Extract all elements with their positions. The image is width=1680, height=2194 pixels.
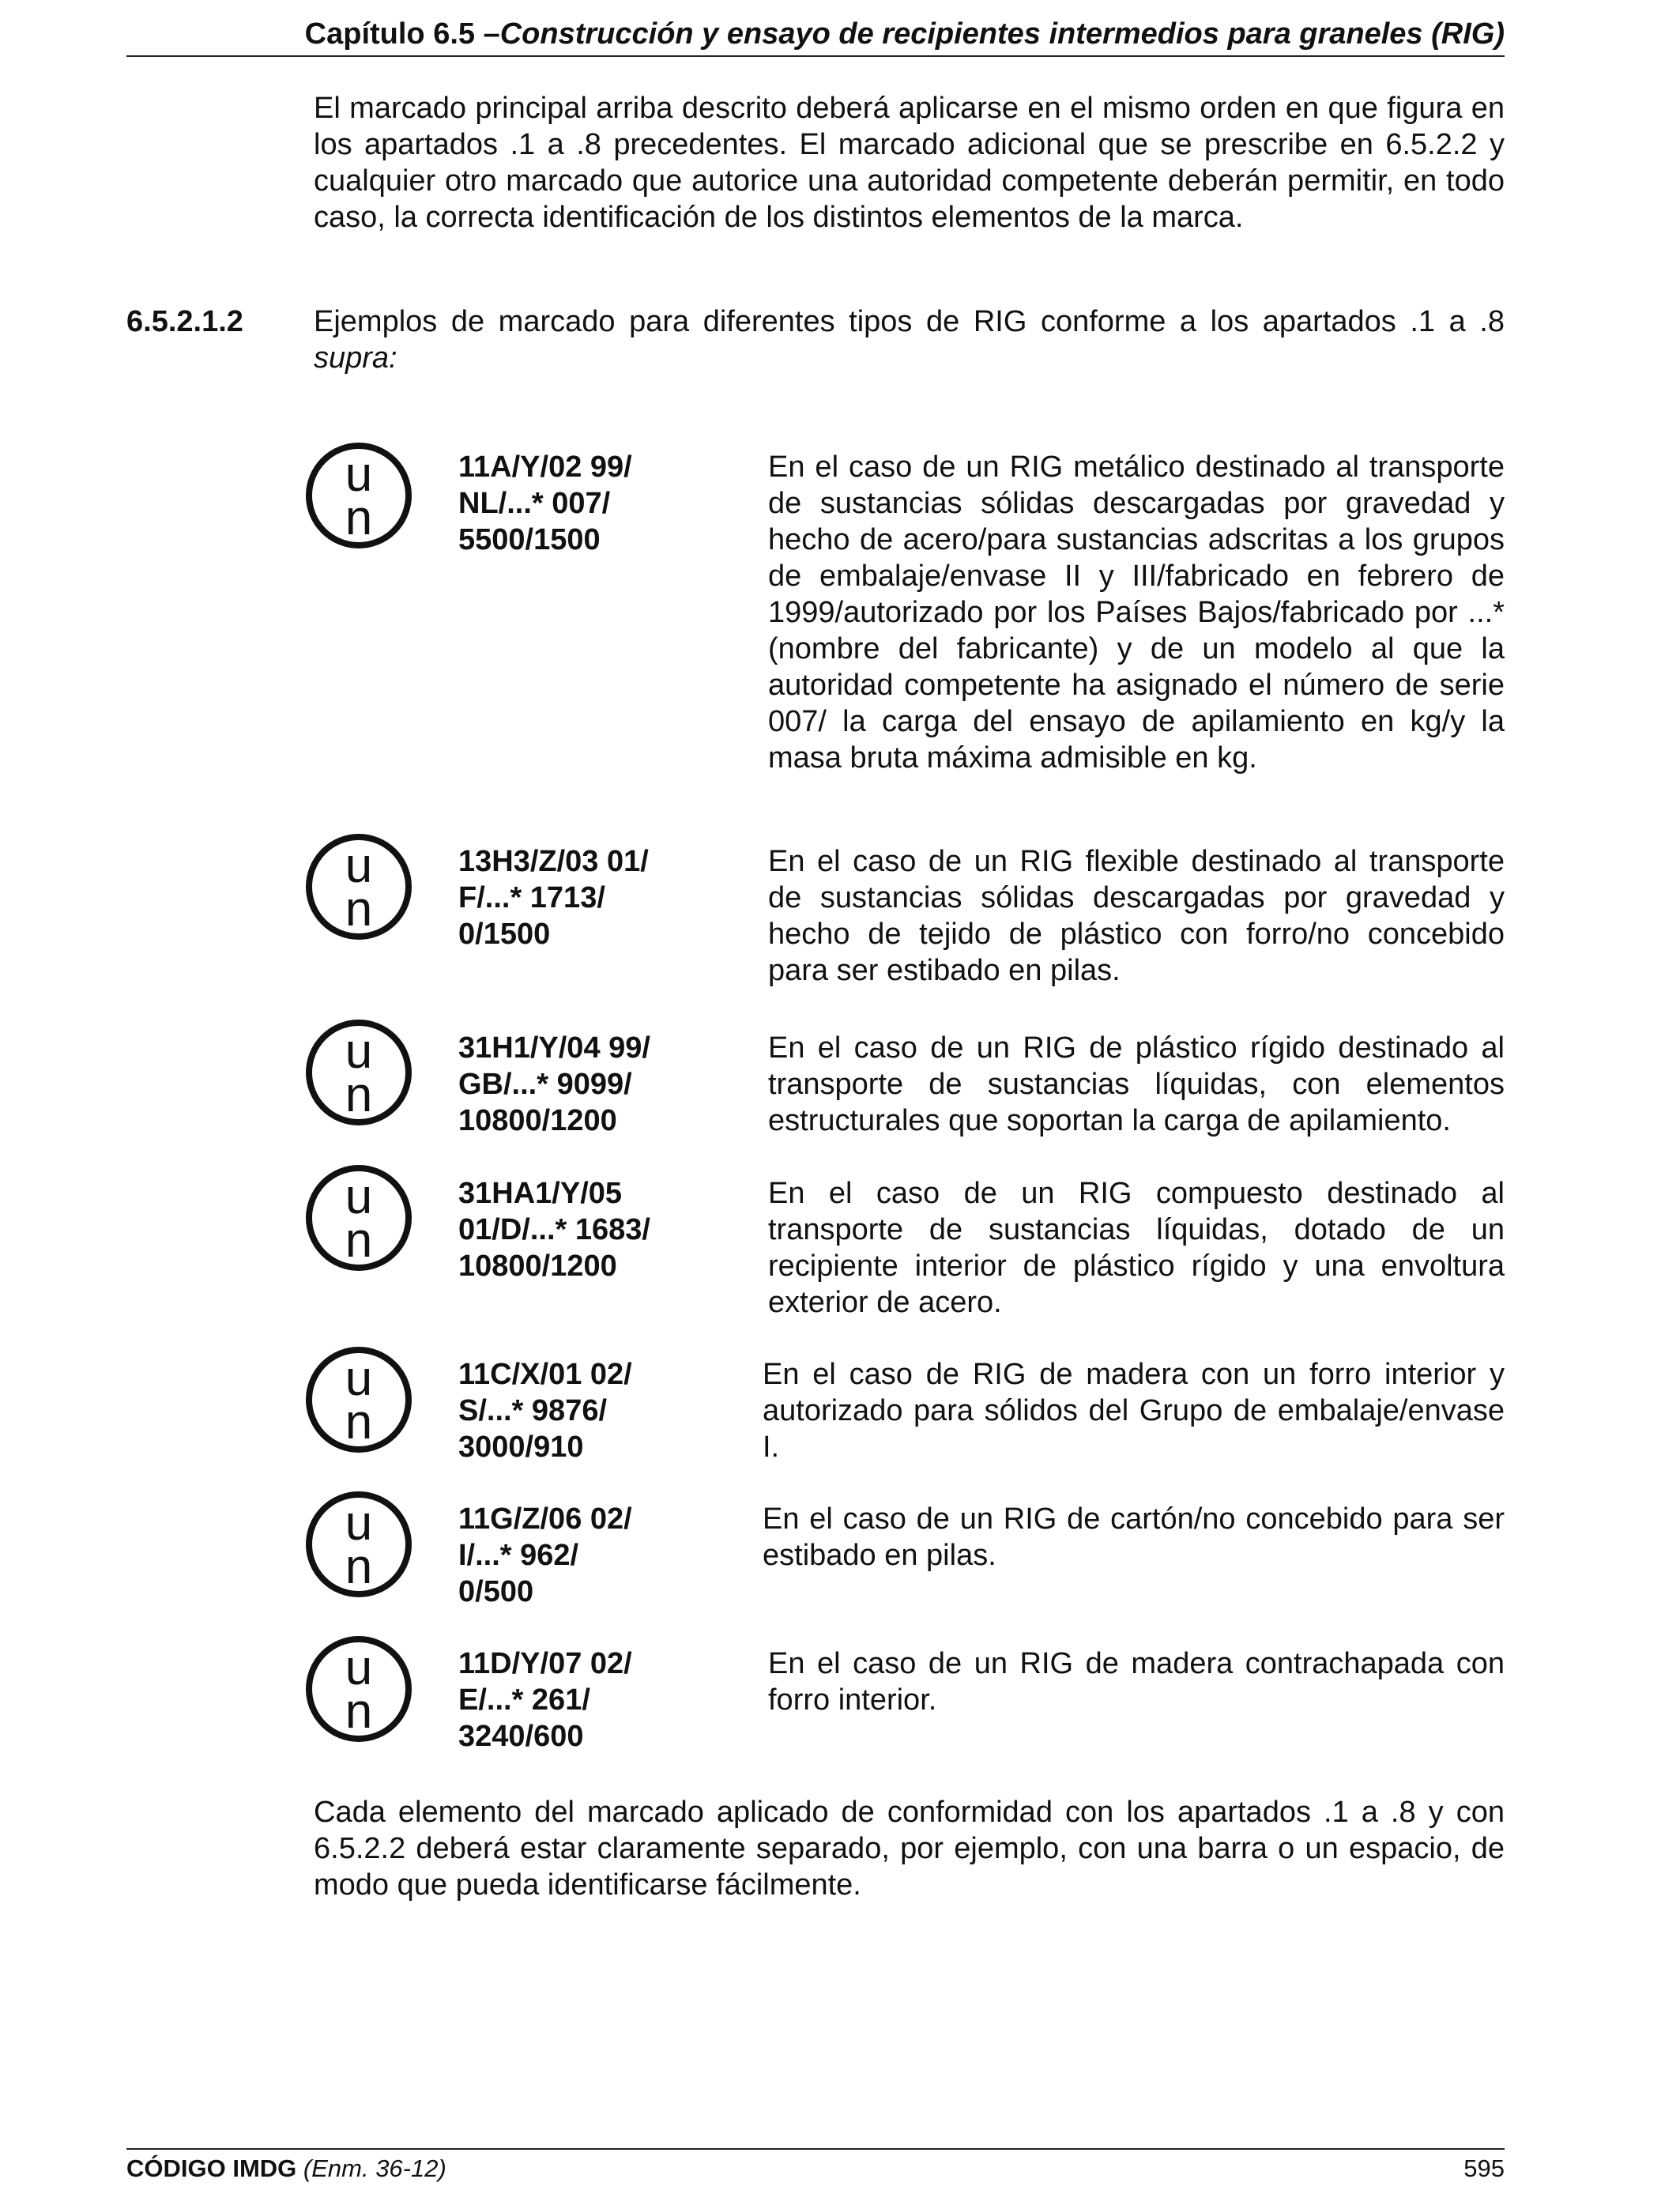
marking-description: En el caso de un RIG de cartón/no concebido para ser estibado en pilas. bbox=[763, 1502, 1505, 1572]
marking-code: 11G/Z/06 02/ I/...* 962/ 0/500 bbox=[458, 1502, 632, 1608]
marking-description: En el caso de un RIG de plástico rígido destinado al transporte de sustancias líquidas, con elementos estructurales que soportan la carga de apilamiento. bbox=[768, 1031, 1505, 1137]
un-letter-n: n bbox=[345, 1540, 373, 1594]
intro-paragraph: El marcado principal arriba descrito deberá aplicarse en el mismo orden en que figura en los apartados .1 a .8 precedentes. El marcado adicional que se prescribe en 6.5.2.2 y cualquier otro marcado que autorice una autoridad competente deberán permitir, en todo caso, la correcta identificación de los distintos elementos de la marca. bbox=[314, 92, 1505, 234]
marking-code: 11A/Y/02 99/ NL/...* 007/ 5500/1500 bbox=[458, 450, 632, 556]
un-packaging-symbol-icon bbox=[304, 1018, 413, 1127]
marking-description: En el caso de un RIG flexible destinado al transporte de sustancias sólidas descargadas por gravedad y hecho de tejido de plástico con forro/no concebido para ser estibado en pilas. bbox=[768, 845, 1505, 987]
marking-code: 31HA1/Y/05 01/D/...* 1683/ 10800/1200 bbox=[458, 1177, 650, 1283]
section-heading-italic: supra: bbox=[314, 341, 397, 375]
un-packaging-symbol-icon bbox=[304, 1490, 413, 1599]
closing-paragraph: Cada elemento del marcado aplicado de conformidad con los apartados .1 a .8 y con 6.5.2.2 deberá estar claramente separado, por ejemplo, con una barra o un espacio, de modo que pueda identificarse fácilmente. bbox=[314, 1796, 1505, 1902]
marking-description: En el caso de RIG de madera con un forro interior y autorizado para sólidos del Grupo de embalaje/envase I. bbox=[763, 1358, 1505, 1464]
section-number: 6.5.2.1.2 bbox=[126, 305, 243, 338]
footer-amendment: (Enm. 36-12) bbox=[303, 2154, 446, 2182]
page-number: 595 bbox=[1463, 2154, 1505, 2182]
un-letter-u: u bbox=[345, 1641, 373, 1695]
section-heading-text: Ejemplos de marcado para diferentes tipos de RIG conforme a los apartados .1 a .8 bbox=[314, 305, 1505, 338]
un-letter-n: n bbox=[345, 1213, 373, 1268]
un-letter-n: n bbox=[345, 882, 373, 937]
un-packaging-symbol-icon bbox=[304, 1345, 413, 1454]
page-header bbox=[126, 14, 1505, 57]
un-packaging-symbol-icon bbox=[304, 1634, 413, 1744]
un-letter-n: n bbox=[345, 1684, 373, 1739]
marking-description: En el caso de un RIG metálico destinado al transporte de sustancias sólidas descargadas por gravedad y hecho de acero/para sustancias adscritas a los grupos de embalaje/envase II y III/fabricado en febrero de 1999/autorizado por los Países Bajos/fabricado por ...* (nombre del fabricante) y de un modelo al que la autoridad competente ha asignado el número de serie 007/ la carga del ensayo de apilamiento en kg/y la masa bruta máxima admisible en kg. bbox=[768, 450, 1505, 775]
un-packaging-symbol-icon bbox=[304, 832, 413, 941]
un-letter-u: u bbox=[345, 447, 373, 502]
marking-description: En el caso de un RIG de madera contrachapada con forro interior. bbox=[768, 1647, 1505, 1717]
un-letter-n: n bbox=[345, 491, 373, 545]
page-footer bbox=[126, 2148, 1505, 2182]
marking-code: 31H1/Y/04 99/ GB/...* 9099/ 10800/1200 bbox=[458, 1031, 650, 1137]
un-letter-n: n bbox=[345, 1068, 373, 1122]
chapter-title: Construcción y ensayo de recipientes intermedios para graneles (RIG) bbox=[499, 17, 1505, 51]
un-letter-u: u bbox=[345, 1024, 373, 1079]
marking-description: En el caso de un RIG compuesto destinado al transporte de sustancias líquidas, dotado de un recipiente interior de plástico rígido y una envoltura exterior de acero. bbox=[768, 1177, 1505, 1319]
marking-code: 13H3/Z/03 01/ F/...* 1713/ 0/1500 bbox=[458, 845, 649, 951]
un-letter-u: u bbox=[345, 1496, 373, 1551]
un-letter-u: u bbox=[345, 1351, 373, 1406]
footer-code-name: CÓDIGO IMDG bbox=[126, 2154, 297, 2182]
un-letter-u: u bbox=[345, 1170, 373, 1224]
marking-code: 11D/Y/07 02/ E/...* 261/ 3240/600 bbox=[458, 1647, 632, 1753]
un-letter-u: u bbox=[345, 839, 373, 893]
un-packaging-symbol-icon bbox=[304, 1163, 413, 1272]
footer-reference bbox=[126, 2153, 446, 2185]
section-text bbox=[314, 303, 1505, 376]
un-letter-n: n bbox=[345, 1395, 373, 1449]
chapter-number: Capítulo 6.5 – bbox=[304, 17, 500, 51]
un-packaging-symbol-icon bbox=[304, 441, 413, 550]
marking-code: 11C/X/01 02/ S/...* 9876/ 3000/910 bbox=[458, 1358, 632, 1464]
